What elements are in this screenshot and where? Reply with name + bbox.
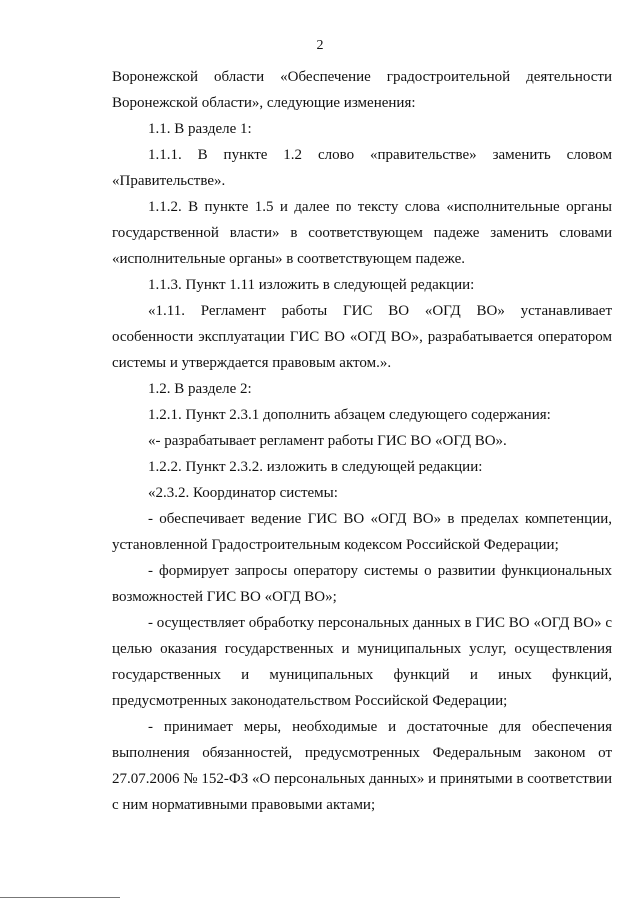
paragraph-1-2-1: 1.2.1. Пункт 2.3.1 дополнить абзацем следующего содержания:	[148, 407, 551, 423]
paragraph-1-2-2: 1.2.2. Пункт 2.3.2. изложить в следующей редакции:	[148, 459, 483, 475]
paragraph-1-1-3: 1.1.3. Пункт 1.11 изложить в следующей редакции:	[148, 277, 475, 293]
paragraph-1-1-1: 1.1.1. В пункте 1.2 слово «правительстве» заменить словом «Правительстве».	[112, 147, 612, 189]
list-item-ensures: - обеспечивает ведение ГИС ВО «ОГД ВО» в пределах компетенции, установленной Градостроительным кодексом Российской Федерации;	[112, 511, 612, 553]
bottom-divider	[0, 897, 120, 898]
document-body	[112, 64, 612, 818]
list-item-personal-data: - осуществляет обработку персональных данных в ГИС ВО «ОГД ВО» с целью оказания государственных и муниципальных услуг, осуществления государственных и муниципальных функций и иных функций, предусмотренных законодательством Российской Федерации;	[112, 615, 612, 709]
list-item-requests: - формирует запросы оператору системы о развитии функциональных возможностей ГИС ВО «ОГД ВО»;	[112, 563, 612, 605]
paragraph-quote-reglament: «- разрабатывает регламент работы ГИС ВО «ОГД ВО».	[148, 433, 507, 449]
paragraph-quote-2-3-2: «2.3.2. Координатор системы:	[148, 485, 338, 501]
list-item-measures: - принимает меры, необходимые и достаточные для обеспечения выполнения обязанностей, предусмотренных Федеральным законом от 27.07.2006 № 152-ФЗ «О персональных данных» и принятыми в соответствии с ним нормативными правовыми актами;	[112, 719, 612, 813]
page-number: 2	[316, 38, 324, 53]
paragraph-intro: Воронежской области «Обеспечение градостроительной деятельности Воронежской области», следующие изменения:	[112, 69, 612, 111]
paragraph-section-1: 1.1. В разделе 1:	[148, 121, 252, 137]
paragraph-section-2: 1.2. В разделе 2:	[148, 381, 252, 397]
paragraph-1-1-2: 1.1.2. В пункте 1.5 и далее по тексту слова «исполнительные органы государственной власти» в соответствующем падеже заменить словами «исполнительные органы» в соответствующем падеже.	[112, 199, 612, 267]
paragraph-quote-1-11: «1.11. Регламент работы ГИС ВО «ОГД ВО» устанавливает особенности эксплуатации ГИС ВО «ОГД ВО», разрабатывается оператором системы и утверждается правовым актом.».	[112, 303, 612, 371]
